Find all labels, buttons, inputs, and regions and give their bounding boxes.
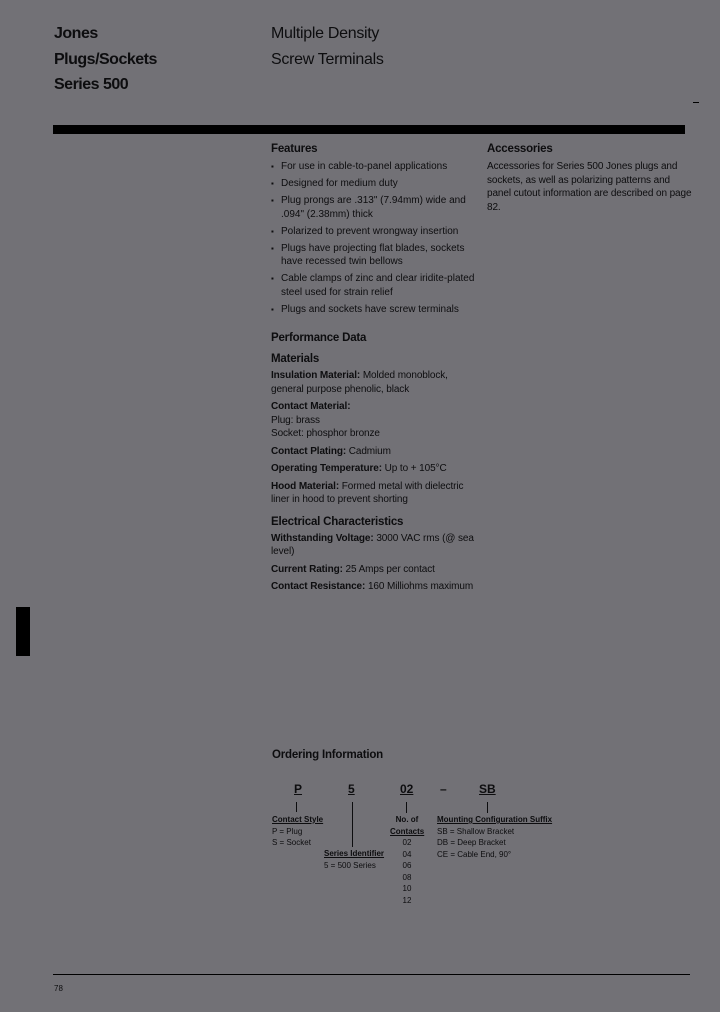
legend-item: SB = Shallow Bracket bbox=[437, 826, 515, 836]
spec-value: Formed metal with dielectric liner in hood to prevent shorting bbox=[271, 480, 464, 505]
spec-value: 160 Milliohms maximum bbox=[367, 581, 474, 592]
page-number: 78 bbox=[54, 984, 63, 993]
spec-value: Socket: phosphor bronze bbox=[271, 428, 380, 439]
performance-heading: Performance Data bbox=[271, 332, 367, 344]
spec-label: Withstanding Voltage: bbox=[271, 532, 374, 544]
spec-insulation bbox=[271, 369, 476, 396]
scan-mark bbox=[693, 102, 699, 103]
spec-label: Contact Resistance: bbox=[271, 581, 366, 592]
list-item: ▪ Designed for medium duty bbox=[271, 177, 476, 191]
spec-value: Up to + 105°C bbox=[384, 463, 447, 474]
title-line: Series 500 bbox=[54, 76, 129, 93]
list-item: ▪ Cable clamps of zinc and clear iridite-plated steel used for strain relief bbox=[271, 272, 476, 299]
edge-tab-marker bbox=[16, 607, 30, 656]
spec-label: Contact Material: bbox=[271, 401, 351, 412]
ordering-heading: Ordering Information bbox=[272, 749, 384, 761]
legend-item: 08 bbox=[402, 872, 412, 882]
contacts-legend bbox=[390, 814, 424, 906]
spec-value: 3000 VAC rms (@ sea level) bbox=[271, 532, 474, 557]
spec-plating bbox=[271, 445, 476, 459]
list-item: ▪ Plugs have projecting flat blades, sockets have recessed twin bellows bbox=[271, 242, 476, 269]
product-title bbox=[54, 21, 157, 98]
legend-title: Contacts bbox=[390, 826, 425, 836]
spec-label: Contact Plating: bbox=[271, 445, 347, 457]
spec-current bbox=[271, 563, 476, 577]
spec-value: 25 Amps per contact bbox=[345, 563, 435, 575]
contact-style-legend bbox=[272, 814, 323, 849]
spec-label: Hood Material: bbox=[271, 480, 340, 492]
features-list bbox=[271, 160, 476, 316]
legend-item: 5 = 500 Series bbox=[324, 860, 376, 870]
product-subtitle bbox=[271, 21, 384, 72]
spec-label: Insulation Material: bbox=[271, 370, 361, 381]
features-section bbox=[271, 143, 476, 320]
connector-line bbox=[296, 802, 297, 812]
spec-value: Molded monoblock, general purpose phenolic, black bbox=[271, 370, 448, 395]
connector-line bbox=[352, 802, 353, 847]
accessories-heading: Accessories bbox=[487, 143, 553, 155]
legend-title: Series Identifier bbox=[324, 849, 385, 858]
legend-item: P = Plug bbox=[272, 826, 303, 836]
connector-line bbox=[406, 802, 407, 813]
spec-contact-material bbox=[271, 400, 476, 441]
spec-hood bbox=[271, 480, 476, 507]
legend-title: Contact Style bbox=[272, 815, 324, 824]
accessories-text: Accessories for Series 500 Jones plugs and sockets, as well as polarizing patterns and panel cutout information are described on page 82. bbox=[487, 161, 692, 213]
header-rule bbox=[53, 125, 685, 134]
electrical-heading: Electrical Characteristics bbox=[271, 515, 404, 528]
code-dash: – bbox=[440, 782, 447, 796]
accessories-section bbox=[487, 143, 692, 214]
spec-resistance bbox=[271, 580, 476, 594]
list-item: ▪ Plug prongs are .313" (7.94mm) wide and .094" (2.38mm) thick bbox=[271, 194, 476, 221]
spec-value: Cadmium bbox=[348, 445, 391, 457]
code-series: 5 bbox=[348, 782, 355, 796]
legend-item: 04 bbox=[402, 849, 412, 859]
footer-rule bbox=[53, 974, 690, 975]
legend-item: 12 bbox=[402, 895, 412, 905]
code-suffix: SB bbox=[479, 782, 496, 796]
list-item: ▪ Plugs and sockets have screw terminals bbox=[271, 303, 476, 317]
spec-value: Plug: brass bbox=[271, 414, 320, 426]
subtitle-line: Screw Terminals bbox=[271, 50, 384, 68]
code-style: P bbox=[294, 782, 303, 796]
mounting-legend bbox=[437, 814, 552, 860]
spec-label: Operating Temperature: bbox=[271, 463, 382, 474]
code-contacts: 02 bbox=[400, 782, 414, 796]
list-item: ▪ Polarized to prevent wrongway insertion bbox=[271, 225, 476, 239]
title-line: Plugs/Sockets bbox=[54, 50, 157, 68]
legend-item: 06 bbox=[402, 861, 412, 870]
features-heading: Features bbox=[271, 143, 318, 155]
series-legend bbox=[324, 848, 384, 871]
list-item: ▪ For use in cable-to-panel applications bbox=[271, 160, 476, 174]
spec-temperature bbox=[271, 462, 476, 476]
legend-item: S = Socket bbox=[272, 838, 311, 847]
connector-line bbox=[487, 802, 488, 813]
performance-section bbox=[271, 332, 476, 598]
legend-item: 02 bbox=[402, 838, 412, 847]
legend-title: No. of bbox=[395, 815, 419, 824]
spec-voltage bbox=[271, 532, 476, 559]
title-line: Jones bbox=[54, 25, 98, 42]
legend-item: DB = Deep Bracket bbox=[437, 838, 506, 847]
legend-item: 10 bbox=[402, 884, 412, 893]
materials-heading: Materials bbox=[271, 353, 320, 365]
spec-label: Current Rating: bbox=[271, 563, 343, 575]
subtitle-line: Multiple Density bbox=[271, 25, 380, 42]
legend-item: CE = Cable End, 90° bbox=[437, 849, 512, 859]
legend-title: Mounting Configuration Suffix bbox=[437, 815, 553, 824]
